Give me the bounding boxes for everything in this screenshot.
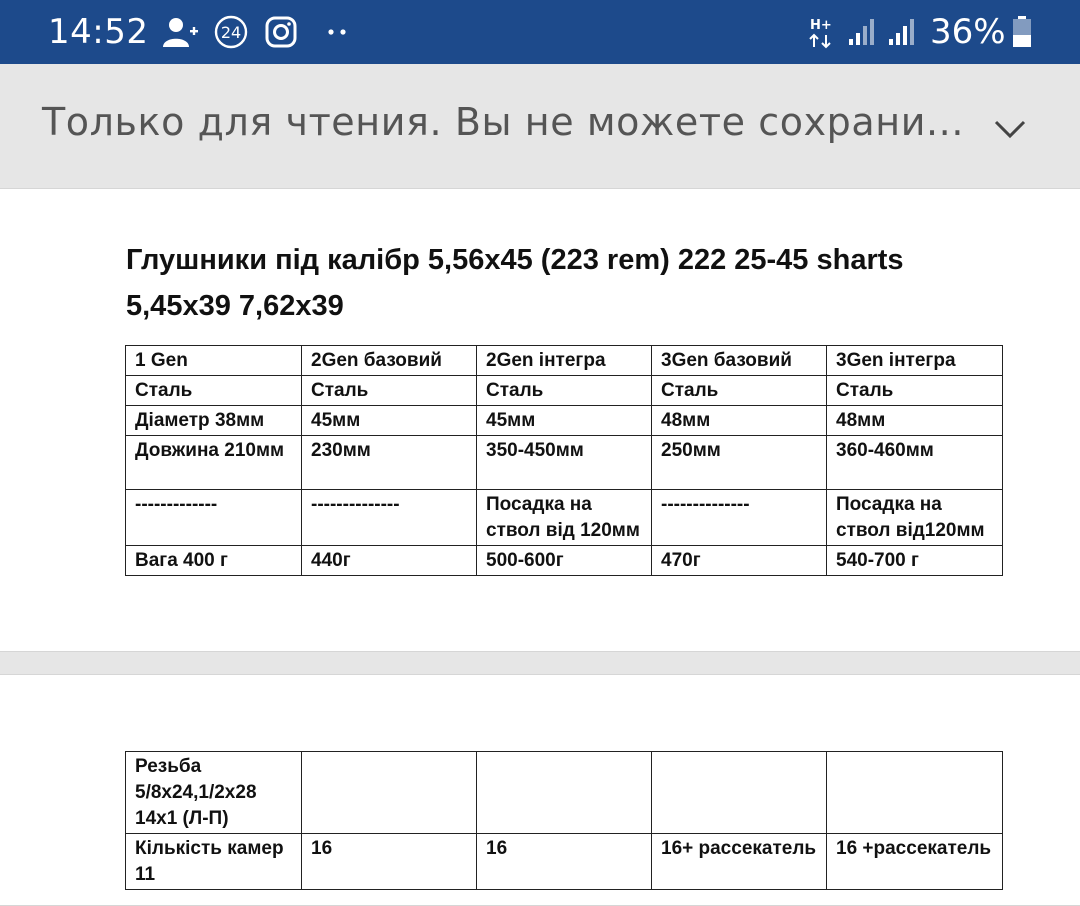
table-cell: 16 +рассекатель bbox=[827, 834, 1003, 890]
table-cell: Сталь bbox=[827, 376, 1003, 406]
table-row bbox=[126, 490, 1003, 546]
table-row bbox=[126, 436, 1003, 490]
table-cell: Сталь bbox=[302, 376, 477, 406]
table-cell: Посадка на ствол від 120мм bbox=[477, 490, 652, 546]
table-row bbox=[126, 346, 1003, 376]
table-cell: 250мм bbox=[652, 436, 827, 490]
table-cell: 360-460мм bbox=[827, 436, 1003, 490]
document-page-2 bbox=[0, 674, 1080, 906]
badge-count: 24 bbox=[220, 23, 242, 42]
table-cell: 470г bbox=[652, 546, 827, 576]
read-only-banner[interactable] bbox=[0, 64, 1080, 188]
table-cell: Сталь bbox=[652, 376, 827, 406]
table-cell: Діаметр 38мм bbox=[126, 406, 302, 436]
table-cell: Посадка на ствол від120мм bbox=[827, 490, 1003, 546]
table-cell: 48мм bbox=[652, 406, 827, 436]
table-cell: Сталь bbox=[477, 376, 652, 406]
instagram-icon bbox=[264, 14, 298, 50]
table-cell: 440г bbox=[302, 546, 477, 576]
table-cell: 1 Gen bbox=[126, 346, 302, 376]
table-cell: 2Gen базовий bbox=[302, 346, 477, 376]
table-cell: ------------- bbox=[126, 490, 302, 546]
table-row bbox=[126, 376, 1003, 406]
battery-percent: 36% bbox=[930, 12, 1006, 52]
table-row bbox=[126, 834, 1003, 890]
table-cell bbox=[477, 752, 652, 834]
table-cell: 350-450мм bbox=[477, 436, 652, 490]
table-cell: Вага 400 г bbox=[126, 546, 302, 576]
document-page-1 bbox=[0, 188, 1080, 652]
table-cell: 540-700 г bbox=[827, 546, 1003, 576]
network-type: H+ bbox=[810, 18, 832, 33]
table-cell: 48мм bbox=[827, 406, 1003, 436]
table-cell: 45мм bbox=[477, 406, 652, 436]
table-cell bbox=[652, 752, 827, 834]
status-time: 14:52 bbox=[48, 12, 149, 52]
chevron-down-icon[interactable] bbox=[990, 110, 1030, 150]
table-cell: 45мм bbox=[302, 406, 477, 436]
battery-icon bbox=[1012, 16, 1032, 48]
specs-table-2 bbox=[125, 751, 1003, 890]
table-cell: Резьба 5/8х24,1/2х28 14х1 (Л-П) bbox=[126, 752, 302, 834]
table-row bbox=[126, 406, 1003, 436]
table-cell: 230мм bbox=[302, 436, 477, 490]
table-row bbox=[126, 752, 1003, 834]
table-cell: Кількість камер 11 bbox=[126, 834, 302, 890]
table-cell: 3Gen базовий bbox=[652, 346, 827, 376]
read-only-message: Только для чтения. Вы не можете сохрани... bbox=[42, 100, 965, 144]
table-cell: Довжина 210мм bbox=[126, 436, 302, 490]
table-cell: 3Gen інтегра bbox=[827, 346, 1003, 376]
table-cell: 16 bbox=[477, 834, 652, 890]
table-cell bbox=[302, 752, 477, 834]
person-add-icon bbox=[160, 14, 200, 50]
table-cell: -------------- bbox=[302, 490, 477, 546]
badge-24-icon bbox=[212, 14, 250, 50]
table-cell: 500-600г bbox=[477, 546, 652, 576]
specs-table-1 bbox=[125, 345, 1003, 576]
table-cell: -------------- bbox=[652, 490, 827, 546]
table-cell: 16 bbox=[302, 834, 477, 890]
table-cell bbox=[827, 752, 1003, 834]
table-cell: Сталь bbox=[126, 376, 302, 406]
more-dots-icon bbox=[326, 14, 350, 50]
signal-icon bbox=[848, 14, 878, 50]
document-title: Глушники під калібр 5,56х45 (223 rem) 222 25-45 sharts 5,45х39 7,62х39 bbox=[126, 244, 904, 322]
table-cell: 16+ рассекатель bbox=[652, 834, 827, 890]
data-arrows-icon bbox=[808, 14, 836, 50]
status-bar bbox=[0, 0, 1080, 64]
table-row bbox=[126, 546, 1003, 576]
signal-icon bbox=[888, 14, 918, 50]
table-cell: 2Gen інтегра bbox=[477, 346, 652, 376]
